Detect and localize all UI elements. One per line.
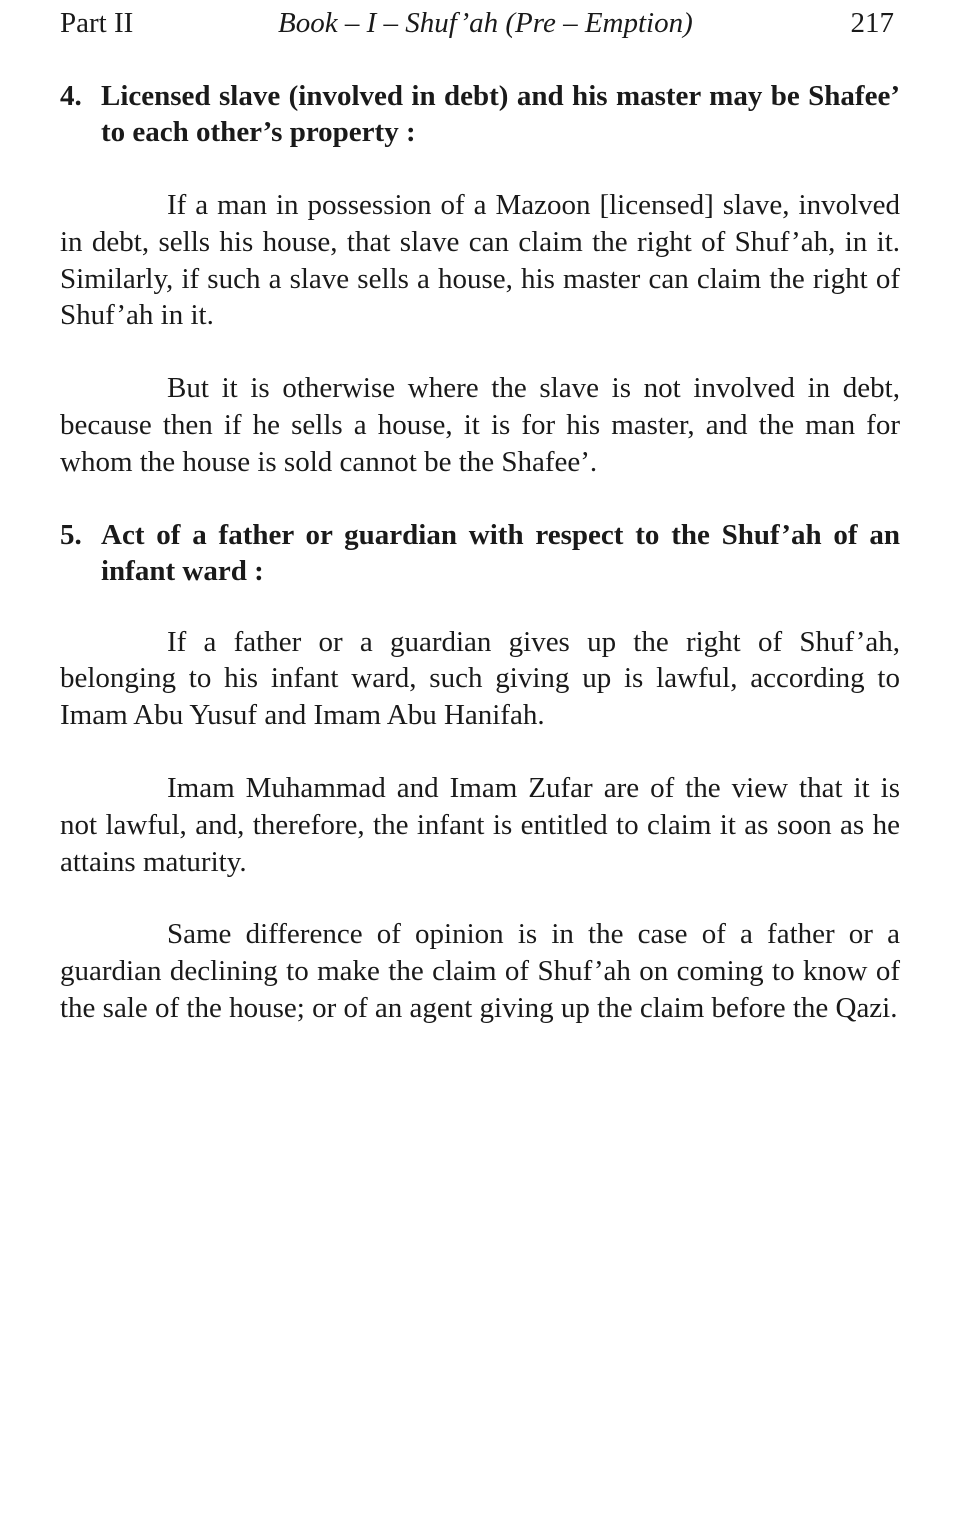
paragraph: Imam Muhammad and Imam Zufar are of the view that it is not lawful, and, therefore, the infant is entitled to claim it as soon as he attains maturity. [60,771,900,878]
page-number: 217 [850,7,894,39]
book-title: Book – I – Shuf’ah (Pre – Emption) [278,7,693,39]
paragraph: Same difference of opinion is in the case of a father or a guardian declining to make the claim of Shuf’ah on coming to know of the sale of the house; or of an agent giving up the claim before the Qazi. [60,918,900,1024]
section-number: 4. [60,80,82,112]
section-heading-text: Act of a father or guardian with respect to the Shuf’ah of an infant ward : [101,518,900,587]
part-label: Part II [60,7,134,39]
section-number: 5. [60,518,82,551]
running-header [60,0,900,46]
book-page [60,0,900,1027]
section-heading-text: Licensed slave (involved in debt) and his master may be Shafee’ to each other’s property : [101,80,900,148]
section-heading-4 [60,78,900,150]
paragraph: If a father or a guardian gives up the right of Shuf’ah, belonging to his infant ward, such giving up is lawful, according to Imam Abu Yusuf and Imam Abu Hanifah. [60,625,900,732]
section-heading-5 [60,517,900,589]
paragraph: But it is otherwise where the slave is not involved in debt, because then if he sells a house, it is for his master, and the man for whom the house is sold cannot be the Shafee’. [60,372,900,478]
paragraph: If a man in possession of a Mazoon [licensed] slave, involved in debt, sells his house, that slave can claim the right of Shuf’ah, in it. Similarly, if such a slave sells a house, his master can claim the right of Shuf’ah in it. [60,189,900,332]
